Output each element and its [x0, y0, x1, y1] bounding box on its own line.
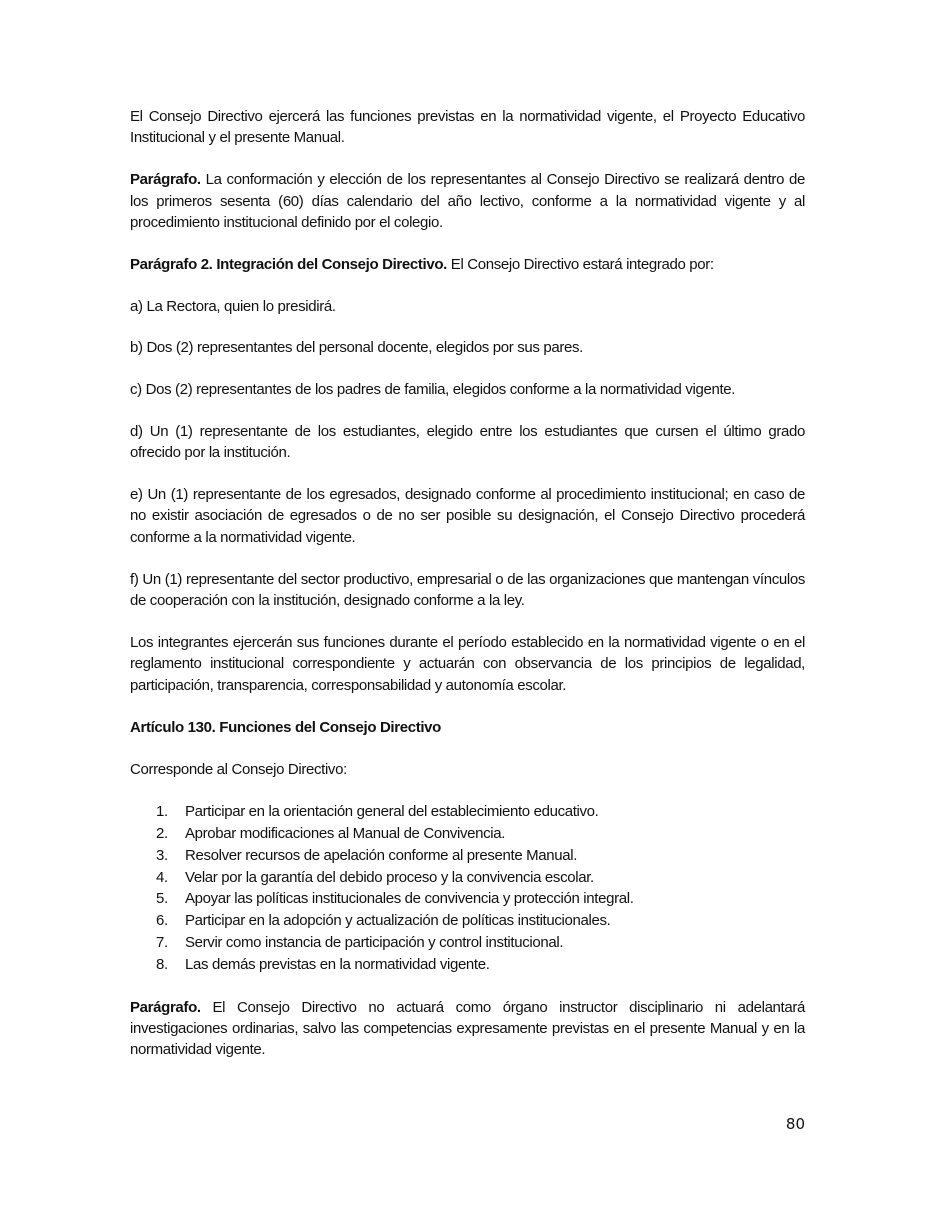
- paragrafo-integracion-label: Parágrafo 2. Integración del Consejo Directivo.: [130, 256, 447, 274]
- list-item-text: Velar por la garantía del debido proceso y la convivencia escolar.: [185, 868, 594, 886]
- paragrafo-integracion-text: El Consejo Directivo estará integrado por:: [446, 256, 714, 274]
- paragrafo-disciplinario-label: Parágrafo.: [130, 998, 201, 1016]
- member-item-e: e) Un (1) representante de los egresados, designado conforme al procedimiento institucional; en caso de no existir asociación de egresados o de no ser posible su designación, el Consejo Directivo procederá conforme a la normatividad vigente.: [130, 486, 805, 546]
- list-item-text: Resolver recursos de apelación conforme al presente Manual.: [185, 846, 578, 864]
- list-item-text: Aprobar modificaciones al Manual de Convivencia.: [185, 825, 506, 843]
- list-item-text: Participar en la orientación general del establecimiento educativo.: [185, 803, 599, 821]
- corresponde-text: Corresponde al Consejo Directivo:: [130, 761, 347, 779]
- list-item-text: Las demás previstas en la normatividad vigente.: [185, 955, 490, 973]
- member-item-a: a) La Rectora, quien lo presidirá.: [130, 298, 336, 316]
- member-item-f: f) Un (1) representante del sector productivo, empresarial o de las organizaciones que mantengan vínculos de cooperación con la institución, designado conforme a la ley.: [130, 570, 805, 610]
- list-item: [130, 888, 805, 910]
- list-item-number: 2.: [156, 825, 168, 843]
- funciones-list: [130, 801, 805, 975]
- document-page: [130, 106, 805, 1060]
- list-item-number: 6.: [156, 912, 168, 930]
- paragrafo-disciplinario: [130, 997, 805, 1061]
- list-item: [130, 801, 805, 823]
- integrantes-paragraph: Los integrantes ejercerán sus funciones durante el período establecido en la normatividad vigente o en el reglamento institucional correspondiente y actuarán con observancia de los principios de legalidad, participación, transparencia, corresponsabilidad y autonomía escolar.: [130, 634, 805, 694]
- paragrafo-label: Parágrafo.: [130, 171, 201, 189]
- list-item: [130, 867, 805, 889]
- intro-paragraph: El Consejo Directivo ejercerá las funciones previstas en la normatividad vigente, el Proyecto Educativo Institucional y el presente Manual.: [130, 108, 805, 147]
- list-item: [130, 932, 805, 954]
- list-item-text: Servir como instancia de participación y control institucional.: [185, 934, 564, 952]
- paragrafo-disciplinario-text: El Consejo Directivo no actuará como órgano instructor disciplinario ni adelantará investigaciones ordinarias, salvo las competencias expresamente previstas en el presente Manual y en la normatividad vigente.: [130, 998, 805, 1059]
- list-item-number: 4.: [156, 868, 168, 886]
- member-item-b: b) Dos (2) representantes del personal docente, elegidos por sus pares.: [130, 339, 583, 357]
- list-item: [130, 823, 805, 845]
- page-number: 80: [785, 1115, 805, 1133]
- list-item-text: Participar en la adopción y actualización de políticas institucionales.: [185, 912, 611, 930]
- list-item-number: 8.: [156, 955, 168, 973]
- member-item-d: d) Un (1) representante de los estudiantes, elegido entre los estudiantes que cursen el último grado ofrecido por la institución.: [130, 422, 805, 462]
- list-item-number: 7.: [156, 934, 168, 952]
- member-item-c: c) Dos (2) representantes de los padres de familia, elegidos conforme a la normatividad vigente.: [130, 380, 736, 398]
- list-item: [130, 845, 805, 867]
- article-heading: [130, 717, 805, 738]
- list-item: [130, 954, 805, 976]
- list-item-number: 3.: [156, 846, 168, 864]
- list-item-text: Apoyar las políticas institucionales de convivencia y protección integral.: [185, 890, 634, 908]
- list-item-number: 5.: [156, 890, 168, 908]
- paragrafo-conformacion: [130, 169, 805, 233]
- list-item: [130, 910, 805, 932]
- paragrafo-text: La conformación y elección de los representantes al Consejo Directivo se realizará dentro de los primeros sesenta (60) días calendario del año lectivo, conforme a la normatividad vigente y al procedimiento institucional definido por el colegio.: [130, 171, 805, 231]
- paragrafo-integracion: [130, 254, 805, 275]
- article-title: Artículo 130. Funciones del Consejo Directivo: [130, 718, 441, 736]
- list-item-number: 1.: [156, 803, 168, 821]
